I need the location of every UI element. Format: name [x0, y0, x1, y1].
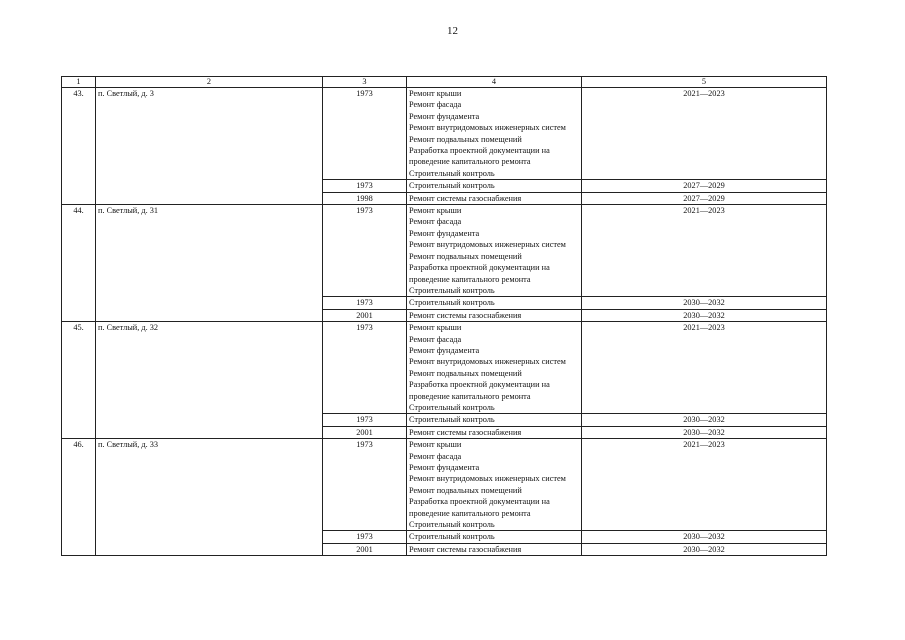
commission-year: 1973 [323, 205, 407, 297]
repair-period: 2030—2032 [582, 414, 827, 426]
entry-address: п. Светлый, д. 33 [96, 439, 323, 556]
header-cell-2: 2 [96, 77, 323, 88]
commission-year: 1973 [323, 180, 407, 192]
commission-year: 1998 [323, 192, 407, 204]
work-item: Ремонт крыши [409, 440, 462, 450]
commission-year: 2001 [323, 309, 407, 321]
work-item: проведение капитального ремонта [409, 508, 531, 518]
work-item: Ремонт фасада [409, 217, 462, 227]
works-list [407, 426, 582, 438]
repair-period: 2021—2023 [582, 88, 827, 180]
repair-period: 2030—2032 [582, 531, 827, 543]
table-body [62, 77, 827, 556]
work-item: Разработка проектной документации на [409, 380, 550, 390]
work-item: проведение капитального ремонта [409, 157, 531, 167]
works-list [407, 414, 582, 426]
repair-period: 2027—2029 [582, 192, 827, 204]
entry-number: 45. [62, 322, 96, 439]
repair-period: 2030—2032 [582, 543, 827, 555]
work-item: Ремонт системы газоснабжения [409, 427, 522, 437]
work-item: Ремонт внутридомовых инженерных систем [409, 123, 566, 133]
table-row [62, 439, 827, 531]
entry-number: 43. [62, 88, 96, 205]
commission-year: 1973 [323, 439, 407, 531]
work-item: Строительный контроль [409, 181, 495, 191]
header-cell-1: 1 [62, 77, 96, 88]
work-item: Ремонт внутридомовых инженерных систем [409, 474, 566, 484]
commission-year: 1973 [323, 414, 407, 426]
work-item: Разработка проектной документации на [409, 146, 550, 156]
repair-period: 2021—2023 [582, 439, 827, 531]
commission-year: 1973 [323, 88, 407, 180]
entry-address: п. Светлый, д. 3 [96, 88, 323, 205]
work-item: Ремонт фундамента [409, 228, 480, 238]
work-item: проведение капитального ремонта [409, 391, 531, 401]
works-list [407, 543, 582, 555]
work-item: Строительный контроль [409, 415, 495, 425]
work-item: Разработка проектной документации на [409, 263, 550, 273]
work-item: Ремонт системы газоснабжения [409, 193, 522, 203]
table-row [62, 88, 827, 180]
work-item: Ремонт внутридомовых инженерных систем [409, 240, 566, 250]
repair-period: 2030—2032 [582, 426, 827, 438]
commission-year: 2001 [323, 543, 407, 555]
works-list [407, 309, 582, 321]
work-item: Ремонт крыши [409, 89, 462, 98]
work-item: Ремонт системы газоснабжения [409, 310, 522, 320]
work-item: Ремонт системы газоснабжения [409, 544, 522, 554]
repair-period: 2027—2029 [582, 180, 827, 192]
commission-year: 1973 [323, 297, 407, 309]
works-list [407, 439, 582, 531]
work-item: Разработка проектной документации на [409, 497, 550, 507]
repair-period: 2021—2023 [582, 205, 827, 297]
entry-number: 46. [62, 439, 96, 556]
repair-schedule-table [61, 76, 827, 556]
work-item: Строительный контроль [409, 298, 495, 308]
work-item: проведение капитального ремонта [409, 274, 531, 284]
work-item: Ремонт подвальных помещений [409, 485, 522, 495]
works-list [407, 297, 582, 309]
table-row [62, 322, 827, 414]
work-item: Строительный контроль [409, 168, 495, 178]
work-item: Ремонт фасада [409, 451, 462, 461]
works-list [407, 205, 582, 297]
commission-year: 1973 [323, 322, 407, 414]
works-list [407, 180, 582, 192]
work-item: Ремонт фундамента [409, 111, 480, 121]
work-item: Строительный контроль [409, 532, 495, 542]
works-list [407, 531, 582, 543]
work-item: Ремонт подвальных помещений [409, 251, 522, 261]
work-item: Ремонт фундамента [409, 463, 480, 472]
work-item: Ремонт подвальных помещений [409, 134, 522, 144]
table-row [62, 205, 827, 297]
works-list [407, 88, 582, 180]
commission-year: 1973 [323, 531, 407, 543]
header-cell-3: 3 [323, 77, 407, 88]
work-item: Ремонт фундамента [409, 345, 480, 355]
works-list [407, 322, 582, 414]
work-item: Строительный контроль [409, 285, 495, 295]
header-cell-5: 5 [582, 77, 827, 88]
repair-period: 2021—2023 [582, 322, 827, 414]
repair-period: 2030—2032 [582, 297, 827, 309]
work-item: Ремонт крыши [409, 206, 462, 216]
page-number: 12 [447, 25, 458, 37]
entry-address: п. Светлый, д. 31 [96, 205, 323, 322]
work-item: Строительный контроль [409, 402, 495, 412]
work-item: Ремонт внутридомовых инженерных систем [409, 357, 566, 367]
work-item: Ремонт фасада [409, 100, 462, 110]
commission-year: 2001 [323, 426, 407, 438]
work-item: Ремонт фасада [409, 334, 462, 344]
work-item: Строительный контроль [409, 520, 495, 530]
work-item: Ремонт подвальных помещений [409, 368, 522, 378]
header-row [62, 77, 827, 88]
repair-period: 2030—2032 [582, 309, 827, 321]
header-cell-4: 4 [407, 77, 582, 88]
work-item: Ремонт крыши [409, 323, 462, 333]
works-list [407, 192, 582, 204]
entry-address: п. Светлый, д. 32 [96, 322, 323, 439]
entry-number: 44. [62, 205, 96, 322]
